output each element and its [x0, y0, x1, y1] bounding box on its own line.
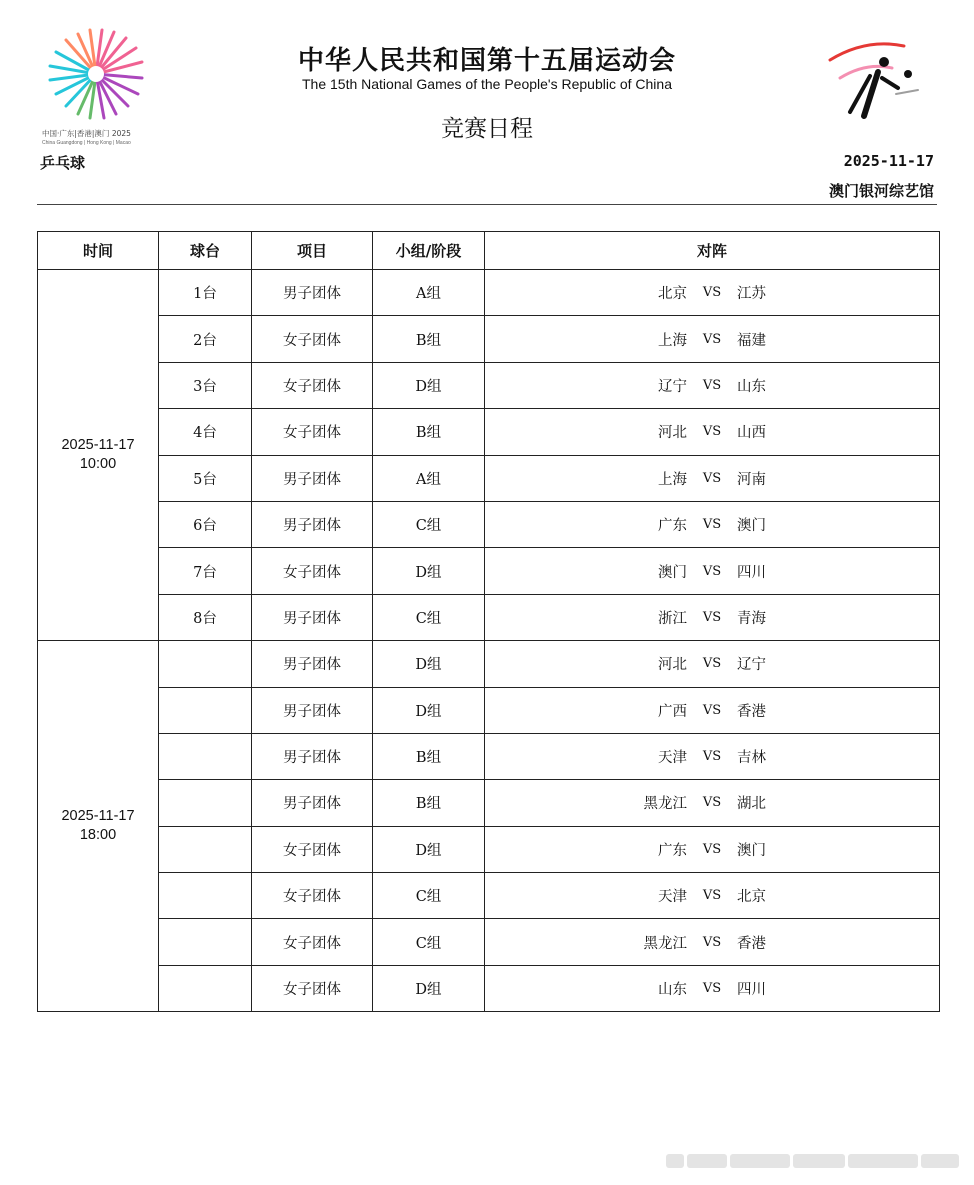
table-number-cell: 8台 [159, 594, 252, 640]
event-cell: 女子团体 [252, 362, 373, 408]
emblem-caption-en: China Guangdong | Hong Kong | Macao [42, 140, 131, 146]
matchup [607, 375, 817, 396]
event-cell: 女子团体 [252, 316, 373, 362]
table-row [38, 548, 940, 594]
event-cell: 女子团体 [252, 919, 373, 965]
group-cell: D组 [373, 965, 485, 1011]
group-cell: D组 [373, 826, 485, 872]
matchup [607, 468, 817, 489]
team-a: 河北 [658, 425, 687, 442]
group-cell: B组 [373, 780, 485, 826]
group-cell: D组 [373, 362, 485, 408]
table-row [38, 501, 940, 547]
team-b: 江苏 [737, 286, 766, 303]
team-a: 北京 [658, 286, 687, 303]
team-b: 北京 [737, 889, 766, 906]
team-a: 上海 [658, 332, 687, 349]
matchup-cell [485, 362, 940, 408]
vs-label: VS [702, 981, 722, 997]
event-cell: 女子团体 [252, 965, 373, 1011]
column-header-matchup: 对阵 [485, 232, 940, 270]
team-a: 广西 [658, 703, 687, 720]
table-row [38, 270, 940, 316]
matchup [607, 329, 817, 350]
session-date: 2025-11-17 [61, 437, 135, 454]
team-b: 河南 [737, 471, 766, 488]
event-cell: 男子团体 [252, 780, 373, 826]
event-cell: 男子团体 [252, 733, 373, 779]
table-row [38, 455, 940, 501]
team-a: 辽宁 [658, 378, 687, 395]
matchup-cell [485, 409, 940, 455]
event-cell: 男子团体 [252, 641, 373, 687]
table-row [38, 780, 940, 826]
matchup-cell [485, 687, 940, 733]
team-b: 四川 [737, 982, 766, 999]
table-number-cell [159, 873, 252, 919]
table-row [38, 362, 940, 408]
group-cell: D组 [373, 641, 485, 687]
matchup [607, 746, 817, 767]
vs-label: VS [702, 517, 722, 533]
vs-label: VS [702, 470, 722, 486]
page-subtitle: 竞赛日程 [441, 116, 533, 142]
matchup-cell [485, 780, 940, 826]
team-a: 河北 [658, 657, 687, 674]
team-b: 青海 [737, 610, 766, 627]
table-number-cell [159, 826, 252, 872]
table-number-cell [159, 780, 252, 826]
team-b: 吉林 [737, 750, 766, 767]
group-cell: C组 [373, 501, 485, 547]
table-number-cell [159, 641, 252, 687]
group-cell: B组 [373, 733, 485, 779]
column-header-time: 时间 [38, 232, 159, 270]
matchup [607, 978, 817, 999]
column-header-table: 球台 [159, 232, 252, 270]
vs-label: VS [702, 656, 722, 672]
matchup-cell [485, 501, 940, 547]
event-cell: 男子团体 [252, 455, 373, 501]
session-date: 2025-11-17 [61, 808, 135, 825]
table-row [38, 687, 940, 733]
session-time: 18:00 [79, 827, 117, 844]
team-b: 湖北 [737, 796, 766, 813]
matchup [607, 839, 817, 860]
column-header-group: 小组/阶段 [373, 232, 485, 270]
team-a: 广东 [658, 842, 687, 859]
group-cell: A组 [373, 455, 485, 501]
team-a: 天津 [658, 750, 687, 767]
table-number-cell: 2台 [159, 316, 252, 362]
table-header-row [38, 232, 940, 270]
table-number-cell: 7台 [159, 548, 252, 594]
table-number-cell [159, 687, 252, 733]
event-cell: 女子团体 [252, 548, 373, 594]
table-row [38, 919, 940, 965]
page-title-en: The 15th National Games of the People's Republic of China [301, 76, 672, 92]
watermark [666, 1151, 966, 1171]
matchup [607, 514, 817, 535]
group-cell: C组 [373, 594, 485, 640]
event-cell: 男子团体 [252, 687, 373, 733]
event-cell: 男子团体 [252, 594, 373, 640]
table-number-cell: 5台 [159, 455, 252, 501]
vs-label: VS [702, 749, 722, 765]
table-number-cell [159, 919, 252, 965]
event-cell: 男子团体 [252, 270, 373, 316]
team-a: 天津 [658, 889, 687, 906]
matchup [607, 700, 817, 721]
vs-label: VS [702, 888, 722, 904]
vs-label: VS [702, 285, 722, 301]
table-number-cell: 3台 [159, 362, 252, 408]
team-b: 福建 [737, 332, 766, 349]
column-header-event: 项目 [252, 232, 373, 270]
team-b: 香港 [737, 703, 766, 720]
table-number-cell: 4台 [159, 409, 252, 455]
vs-label: VS [702, 377, 722, 393]
matchup [607, 653, 817, 674]
matchup-cell [485, 919, 940, 965]
sport-name: 乒乓球 [40, 154, 86, 172]
team-b: 辽宁 [737, 657, 766, 674]
table-row [38, 641, 940, 687]
group-cell: D组 [373, 687, 485, 733]
matchup-cell [485, 641, 940, 687]
matchup-cell [485, 826, 940, 872]
vs-label: VS [702, 563, 722, 579]
team-a: 黑龙江 [643, 796, 687, 813]
header-divider [37, 204, 937, 205]
table-row [38, 733, 940, 779]
emblem-caption: 中国·广东|香港|澳门 2025 [42, 129, 131, 138]
table-row [38, 873, 940, 919]
matchup-cell [485, 965, 940, 1011]
team-a: 上海 [658, 471, 687, 488]
table-row [38, 594, 940, 640]
session-time-cell [38, 270, 159, 641]
group-cell: B组 [373, 316, 485, 362]
matchup [607, 607, 817, 628]
event-cell: 女子团体 [252, 873, 373, 919]
team-a: 黑龙江 [643, 935, 687, 952]
matchup [607, 282, 817, 303]
event-cell: 女子团体 [252, 826, 373, 872]
vs-label: VS [702, 795, 722, 811]
team-b: 山东 [737, 378, 766, 395]
group-cell: A组 [373, 270, 485, 316]
matchup-cell [485, 455, 940, 501]
group-cell: D组 [373, 548, 485, 594]
matchup [607, 932, 817, 953]
table-row [38, 409, 940, 455]
matchup [607, 885, 817, 906]
session-time: 10:00 [79, 456, 117, 473]
team-a: 山东 [658, 982, 687, 999]
event-cell: 女子团体 [252, 409, 373, 455]
table-number-cell [159, 965, 252, 1011]
matchup-cell [485, 316, 940, 362]
vs-label: VS [702, 934, 722, 950]
matchup-cell [485, 270, 940, 316]
team-b: 澳门 [737, 518, 766, 535]
team-a: 澳门 [658, 564, 687, 581]
matchup-cell [485, 733, 940, 779]
team-b: 香港 [737, 935, 766, 952]
group-cell: B组 [373, 409, 485, 455]
vs-label: VS [702, 424, 722, 440]
table-number-cell: 6台 [159, 501, 252, 547]
team-a: 浙江 [658, 610, 687, 627]
vs-label: VS [702, 702, 722, 718]
venue-name: 澳门银河综艺馆 [828, 182, 934, 200]
matchup-cell [485, 548, 940, 594]
schedule-date: 2025-11-17 [843, 152, 934, 170]
team-a: 广东 [658, 518, 687, 535]
table-number-cell: 1台 [159, 270, 252, 316]
matchup-cell [485, 873, 940, 919]
event-cell: 男子团体 [252, 501, 373, 547]
vs-label: VS [702, 609, 722, 625]
vs-label: VS [702, 331, 722, 347]
group-cell: C组 [373, 919, 485, 965]
matchup [607, 421, 817, 442]
team-b: 四川 [737, 564, 766, 581]
table-row [38, 826, 940, 872]
table-row [38, 316, 940, 362]
page-title: 中华人民共和国第十五届运动会 [297, 46, 676, 76]
schedule-table [37, 231, 940, 1012]
team-b: 山西 [737, 425, 766, 442]
table-number-cell [159, 733, 252, 779]
group-cell: C组 [373, 873, 485, 919]
table-row [38, 965, 940, 1011]
matchup-cell [485, 594, 940, 640]
matchup [607, 561, 817, 582]
schedule-body [38, 270, 940, 1012]
team-b: 澳门 [737, 842, 766, 859]
session-time-cell [38, 641, 159, 1012]
vs-label: VS [702, 841, 722, 857]
matchup [607, 792, 817, 813]
